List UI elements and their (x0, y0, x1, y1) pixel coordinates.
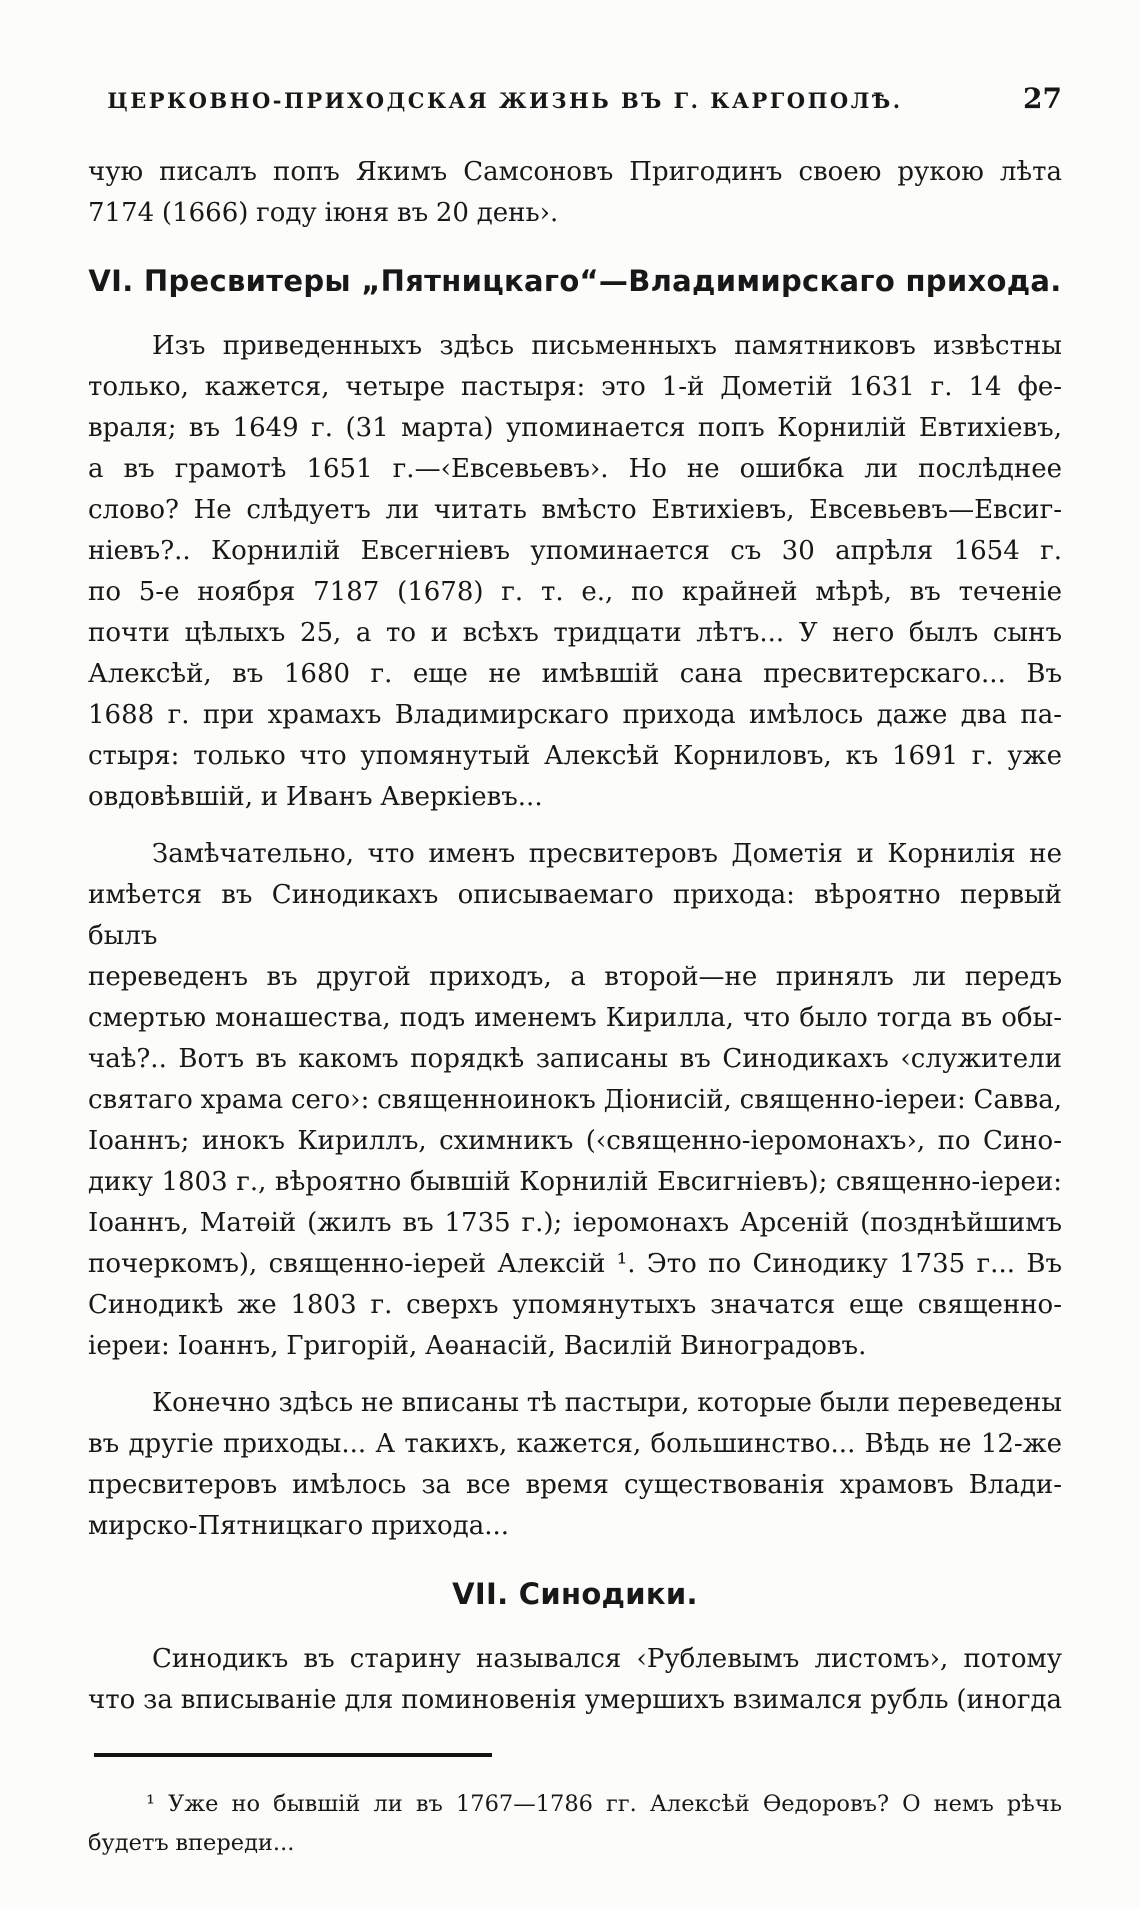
page-number: 27 (1023, 82, 1062, 115)
text-line: Іоаннъ, Матѳій (жилъ въ 1735 г.); іеромонахъ Арсеній (позднѣйшимъ (88, 1208, 1062, 1238)
footnote (88, 1785, 1062, 1863)
text-line: ніевъ?.. Корнилій Евсегніевъ упоминается съ 30 апрѣля 1654 г. (88, 536, 1062, 566)
text-line: только, кажется, четыре пастыря: это 1-й Дометій 1631 г. 14 фе- (88, 372, 1062, 402)
text-line: почти цѣлыхъ 25, а то и всѣхъ тридцати лѣтъ... У него былъ сынъ (88, 618, 1062, 648)
text-line: слово? Не слѣдуетъ ли читать вмѣсто Евтихіевъ, Евсевьевъ—Евсиг- (88, 495, 1062, 525)
text-line: переведенъ въ другой приходъ, а второй—не принялъ ли передъ (88, 962, 1062, 992)
text-line: 1688 г. при храмахъ Владимирскаго прихода имѣлось даже два па- (88, 700, 1062, 730)
page-header (88, 82, 1062, 118)
text-line: дику 1803 г., вѣроятно бывшій Корнилій Евсигніевъ); священно-іереи: (88, 1167, 1062, 1197)
text-line: іереи: Іоаннъ, Григорій, Аѳанасій, Василій Виноградовъ. (88, 1331, 867, 1361)
text-line: стыря: только что упомянутый Алексѣй Корниловъ, къ 1691 г. уже (88, 741, 1062, 771)
text-line: имѣется въ Синодикахъ описываемаго прихода: вѣроятно первый былъ (88, 880, 1062, 951)
text-line: Алексѣй, въ 1680 г. еще не имѣвшій сана пресвитерскаго... Въ (88, 659, 1062, 689)
text-line: мирско-Пятницкаго прихода... (88, 1511, 509, 1541)
text-line: чаѣ?.. Вотъ въ какомъ порядкѣ записаны въ Синодикахъ ‹служители (88, 1044, 1062, 1074)
text-line: Конечно здѣсь не вписаны тѣ пастыри, которые были переведены (152, 1388, 1062, 1418)
section-7-heading: VII. Синодики. (452, 1577, 698, 1611)
text-line: Іоаннъ; инокъ Кириллъ, схимникъ (‹священно-іеромонахъ›, по Сино- (88, 1126, 1062, 1156)
running-head-title: ЦЕРКОВНО-ПРИХОДСКАЯ ЖИЗНЬ ВЪ Г. КАРГОПОЛѢ. (107, 88, 903, 113)
text-line: а въ грамотѣ 1651 г.—‹Евсевьевъ›. Но не ошибка ли послѣднее (88, 454, 1062, 484)
text-line: 7174 (1666) году іюня въ 20 день›. (88, 198, 559, 228)
text-line: овдовѣвшій, и Иванъ Аверкіевъ... (88, 782, 543, 812)
footnote-line: будетъ впереди... (88, 1830, 295, 1856)
page-body (88, 152, 1062, 1863)
footnote-separator-rule (94, 1753, 492, 1757)
text-line: Изъ приведенныхъ здѣсь письменныхъ памятниковъ извѣстны (152, 331, 1062, 361)
text-line: враля; въ 1649 г. (31 марта) упоминается попъ Корнилій Евтихіевъ, (88, 413, 1062, 443)
text-line: пресвитеровъ имѣлось за все время существованія храмовъ Влади- (88, 1470, 1062, 1500)
footnote-line: ¹ Уже но бывшій ли въ 1767—1786 гг. Алексѣй Ѳедоровъ? О немъ рѣчь (146, 1791, 1062, 1817)
text-line: Замѣчательно, что именъ пресвитеровъ Дометія и Корнилія не (152, 839, 1062, 869)
text-line: Синодикѣ же 1803 г. сверхъ упомянутыхъ значатся еще священно- (88, 1290, 1062, 1320)
text-line: смертью монашества, подъ именемъ Кирилла, что было тогда въ обы- (88, 1003, 1062, 1033)
section-6-heading: VI. Пресвитеры „Пятницкаго“—Владимирскаго прихода. (88, 264, 1062, 298)
text-line: почеркомъ), священно-іерей Алексій ¹. Это по Синодику 1735 г... Въ (88, 1249, 1062, 1279)
text-line: святаго храма сего›: священноинокъ Діонисій, священно-іереи: Савва, (88, 1085, 1062, 1115)
text-line: что за вписываніе для поминовенія умершихъ взимался рубль (иногда (88, 1685, 1062, 1715)
text-line: по 5-е ноября 7187 (1678) г. т. е., по крайней мѣрѣ, въ теченіе (88, 577, 1062, 607)
text-line: въ другіе приходы... А такихъ, кажется, большинство... Вѣдь не 12-же (88, 1429, 1062, 1459)
text-line: чую писалъ попъ Якимъ Самсоновъ Пригодинъ своею рукою лѣта (88, 157, 1062, 187)
text-line: Синодикъ въ старину назывался ‹Рублевымъ листомъ›, потому (152, 1644, 1062, 1674)
